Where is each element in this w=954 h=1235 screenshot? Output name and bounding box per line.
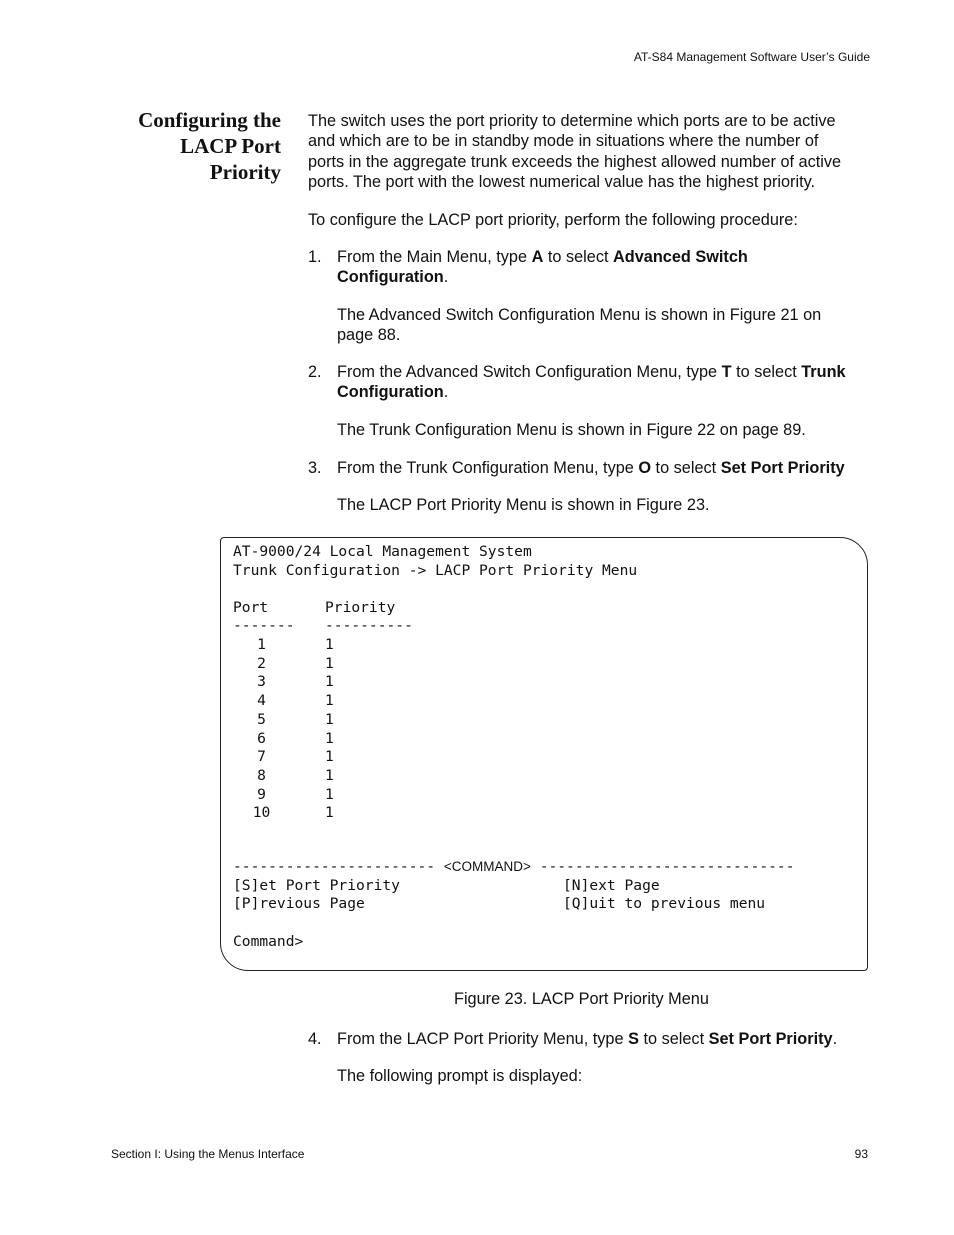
step-1 xyxy=(337,247,882,288)
terminal-title: AT-9000/24 Local Management System xyxy=(233,543,532,560)
step-key: T xyxy=(721,363,732,381)
menu-option-previous-page[interactable]: [P]revious Page xyxy=(233,895,365,912)
step-number: 4. xyxy=(308,1030,322,1048)
step-menu-name: Advanced Switch xyxy=(613,248,748,266)
note-line: The following prompt is displayed: xyxy=(337,1067,583,1085)
step-text: to select xyxy=(651,459,721,477)
menu-option-next-page[interactable]: [N]ext Page xyxy=(563,877,660,894)
command-rule: ----------------------- xyxy=(233,858,436,875)
step-menu-name: Set Port Priority xyxy=(720,459,845,477)
terminal-breadcrumb: Trunk Configuration -> LACP Port Priority Menu xyxy=(233,562,638,579)
step-text: . xyxy=(832,1030,838,1048)
note-line: The Advanced Switch Configuration Menu is shown in Figure 21 on xyxy=(337,306,822,324)
port-number: 9 xyxy=(257,785,266,803)
port-priority-value: 1 xyxy=(325,654,334,672)
step-key: S xyxy=(628,1030,639,1048)
step-text: to select xyxy=(543,248,614,266)
section-title-line: Priority xyxy=(209,160,281,184)
port-priority-value: 1 xyxy=(325,692,334,710)
column-header-port: Port xyxy=(233,599,269,616)
step-menu-name: Configuration xyxy=(337,268,444,287)
intro-line: ports. The port with the lowest numerical value has the highest priority. xyxy=(308,173,816,192)
step-1-note xyxy=(337,305,882,346)
section-title xyxy=(100,107,281,185)
step-3 xyxy=(337,458,882,478)
port-number: 5 xyxy=(257,710,266,728)
command-rule: ----------------------------- xyxy=(539,858,795,875)
figure-caption: Figure 23. LACP Port Priority Menu xyxy=(454,990,709,1008)
section-title-line: LACP Port xyxy=(180,134,281,158)
port-priority-value: 1 xyxy=(325,710,334,728)
step-text: From the Advanced Switch Configuration Menu, type xyxy=(337,363,722,381)
step-text: to select xyxy=(731,363,802,381)
step-text: From the LACP Port Priority Menu, type xyxy=(337,1030,629,1048)
step-text: . xyxy=(443,268,449,287)
header-rule: ---------- xyxy=(325,617,413,634)
column-header-priority: Priority xyxy=(325,599,396,616)
step-key: O xyxy=(638,459,652,477)
step-text: to select xyxy=(638,1030,709,1048)
running-head: AT-S84 Management Software User’s Guide xyxy=(633,50,870,64)
intro-paragraph xyxy=(308,111,878,193)
step-menu-name: Trunk xyxy=(801,363,846,381)
intro-line: ports in the aggregate trunk exceeds the highest allowed number of active xyxy=(308,152,842,171)
intro-line: The switch uses the port priority to determine which ports are to be active xyxy=(308,112,836,130)
step-text: From the Main Menu, type xyxy=(337,248,532,266)
header-rule: ------- xyxy=(233,617,295,634)
port-number: 1 xyxy=(257,636,266,653)
page-number: 93 xyxy=(854,1147,868,1161)
step-text: . xyxy=(443,383,449,402)
step-4 xyxy=(337,1029,882,1049)
note-line: The Trunk Configuration Menu is shown in Figure 22 on page 89. xyxy=(337,421,806,439)
step-key: A xyxy=(531,248,544,266)
note-line: The LACP Port Priority Menu is shown in Figure 23. xyxy=(337,496,710,514)
port-priority-value: 1 xyxy=(325,766,334,784)
port-number: 10 xyxy=(252,804,271,822)
command-prompt[interactable]: Command> xyxy=(233,933,304,950)
step-text: From the Trunk Configuration Menu, type xyxy=(337,459,639,477)
port-priority-value: 1 xyxy=(325,785,334,803)
port-number: 8 xyxy=(257,766,266,784)
command-label: <COMMAND> xyxy=(443,859,531,874)
section-title-line: Configuring the xyxy=(138,108,281,132)
port-number: 7 xyxy=(257,748,266,766)
menu-option-set-port-priority[interactable]: [S]et Port Priority xyxy=(233,877,400,894)
intro-line: and which are to be in standby mode in situations where the number of xyxy=(308,132,819,151)
port-priority-value: 1 xyxy=(325,673,334,691)
step-number: 2. xyxy=(308,363,322,381)
step-4-note xyxy=(337,1066,882,1086)
procedure-intro: To configure the LACP port priority, perform the following procedure: xyxy=(308,211,798,229)
port-priority-value: 1 xyxy=(325,636,334,653)
step-number: 3. xyxy=(308,459,322,477)
port-priority-value: 1 xyxy=(325,729,334,747)
port-number: 3 xyxy=(257,673,266,691)
step-menu-name: Configuration xyxy=(337,383,444,402)
menu-option-quit[interactable]: [Q]uit to previous menu xyxy=(563,895,766,912)
step-3-note xyxy=(337,495,882,515)
step-2-note xyxy=(337,420,882,440)
port-number: 2 xyxy=(257,654,266,672)
port-number: 4 xyxy=(257,692,266,710)
step-2 xyxy=(337,362,882,403)
port-priority-value: 1 xyxy=(325,748,334,766)
note-line: page 88. xyxy=(337,326,401,345)
port-priority-value: 1 xyxy=(325,804,334,822)
footer-section: Section I: Using the Menus Interface xyxy=(111,1147,305,1161)
command-bar xyxy=(233,858,795,876)
step-number: 1. xyxy=(308,248,322,266)
port-number: 6 xyxy=(257,729,266,747)
step-menu-name: Set Port Priority xyxy=(708,1030,833,1048)
